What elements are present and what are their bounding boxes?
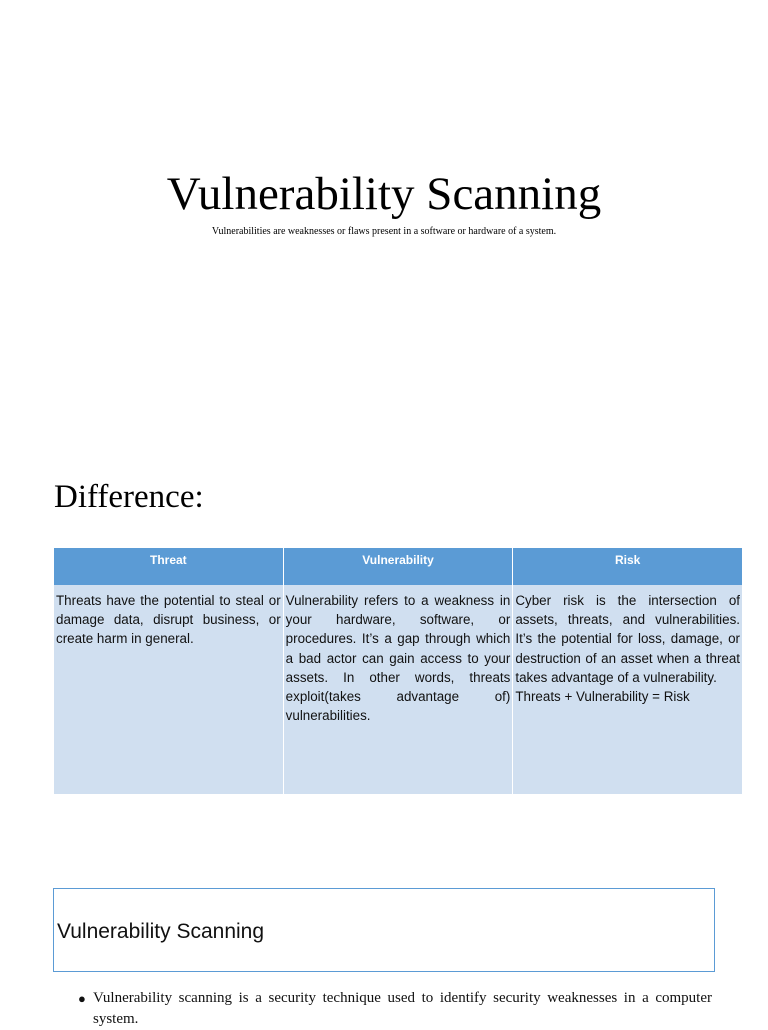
cell-risk [513,585,742,794]
header-vulnerability: Vulnerability [284,548,514,585]
comparison-table [54,548,742,794]
bullet-icon: ● [78,991,86,1006]
cell-threat [54,585,284,794]
box-heading: Vulnerability Scanning [57,920,265,943]
cell-threat-text: Threats have the potential to steal or damage data, disrupt business, or create harm in general. [56,593,281,647]
page-title: Vulnerability Scanning [166,168,602,220]
cell-vulnerability [284,585,514,794]
cell-risk-text: Cyber risk is the intersection of assets, threats, and vulnerabilities. It’s the potential for loss, damage, or destruction of an asset when a threat takes advantage of a vulnerability. [515,593,741,685]
table-row [54,585,742,794]
bullet-text: Vulnerability scanning is a security technique used to identify security weaknesses in a computer system. [93,990,712,1027]
header-threat: Threat [54,548,284,585]
page-subtitle: Vulnerabilities are weaknesses or flaws present in a software or hardware of a system. [211,226,557,237]
cell-vulnerability-text: Vulnerability refers to a weakness in your hardware, software, or procedures. It’s a gap through which a bad actor can gain access to your assets. In other words, threats exploit(takes advantage of) vulnerabilities. [285,593,511,724]
difference-heading: Difference: [54,479,204,515]
cell-risk-formula: Threats + Vulnerability = Risk [515,689,690,705]
header-risk: Risk [513,548,742,585]
table-header-row [54,548,742,585]
section-box [53,888,715,972]
